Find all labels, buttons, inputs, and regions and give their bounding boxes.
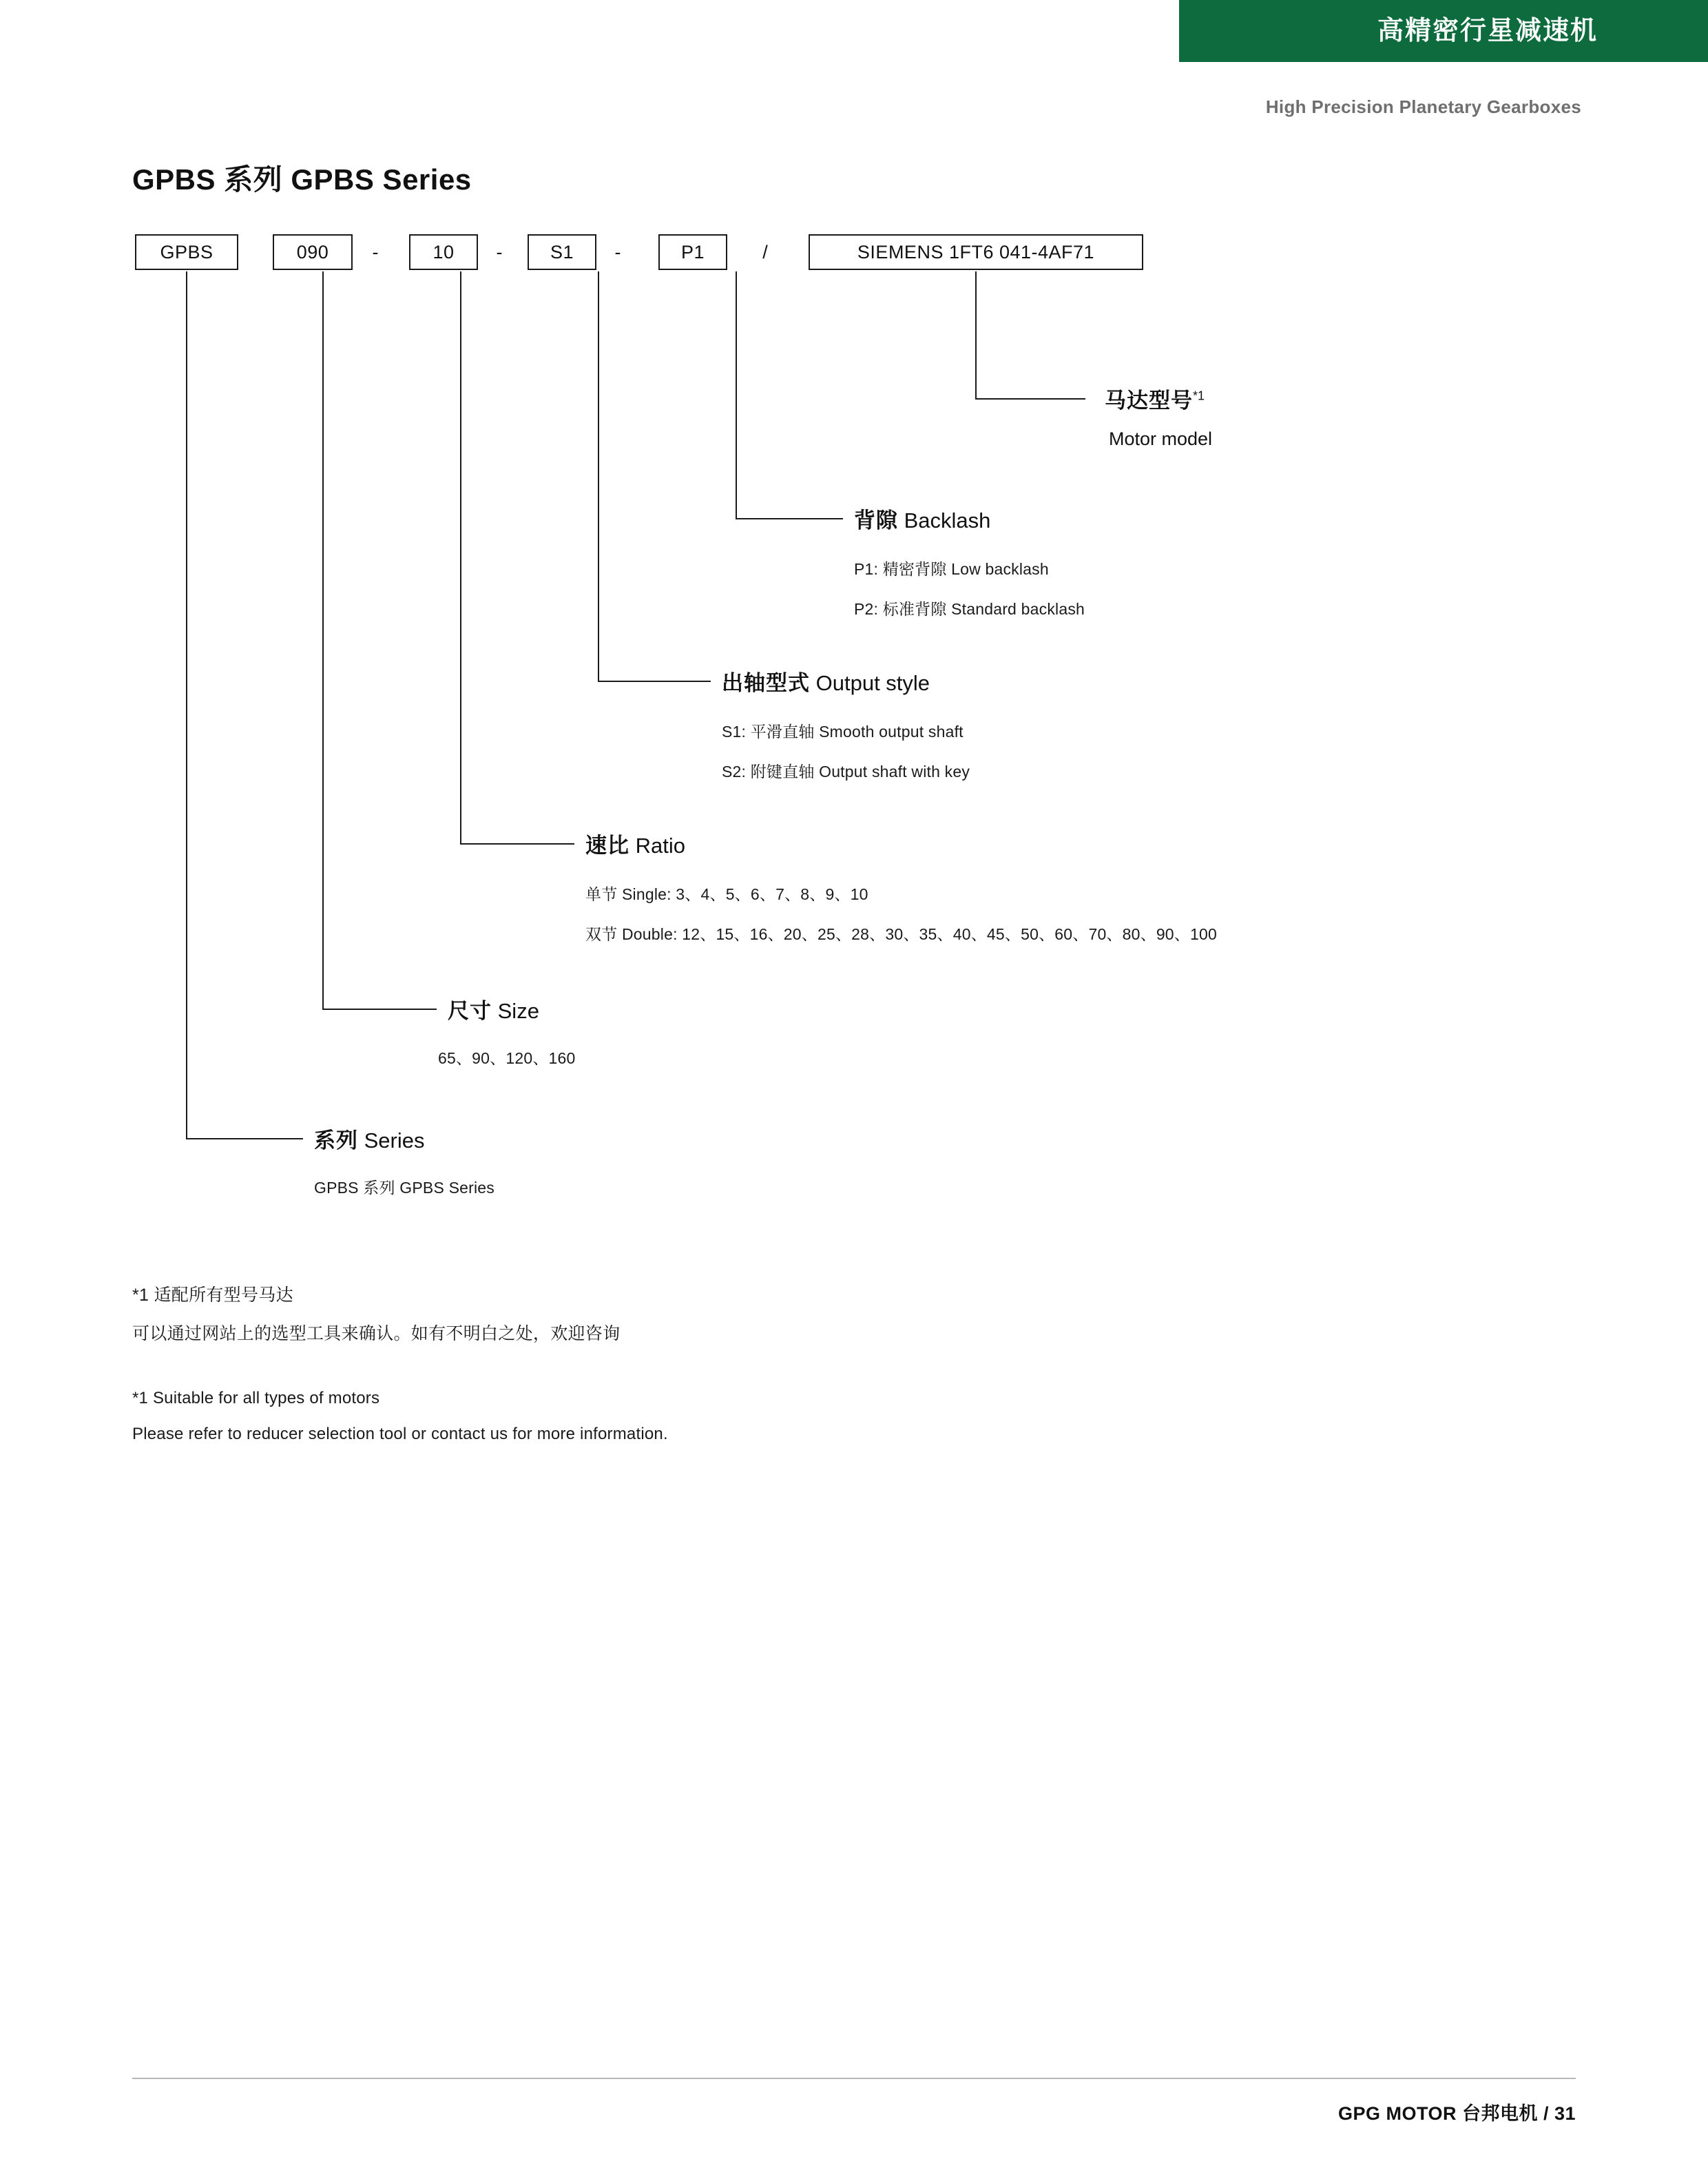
page-title: GPBS 系列 GPBS Series	[132, 163, 472, 196]
callout-ratio-single: 单节 Single: 3、4、5、6、7、8、9、10	[585, 885, 868, 903]
header-title-en: High Precision Planetary Gearboxes	[1265, 96, 1581, 117]
leader-line-size-horizontal	[322, 1009, 437, 1010]
callout-size-title	[448, 993, 539, 1024]
footnote-en-line1: *1 Suitable for all types of motors	[132, 1389, 380, 1407]
callout-backlash-option-p1: P1: 精密背隙 Low backlash	[854, 560, 1049, 578]
callout-output-style-title-cn: 出轴型式	[722, 671, 810, 695]
leader-line-output-horizontal	[598, 681, 711, 682]
callout-backlash-title-cn: 背隙	[854, 508, 898, 533]
callout-output-style-title	[722, 665, 930, 696]
leader-line-motor-horizontal	[975, 398, 1085, 400]
code-box-output-style: S1	[528, 234, 596, 270]
callout-output-style-option-s2: S2: 附键直轴 Output shaft with key	[722, 763, 970, 781]
leader-line-series-vertical	[186, 271, 187, 1139]
footnote-cn-line1: *1 适配所有型号马达	[132, 1285, 293, 1305]
leader-line-ratio-horizontal	[460, 843, 574, 845]
leader-line-ratio-vertical	[460, 271, 461, 845]
footer-text: GPG MOTOR 台邦电机 / 31	[1337, 2103, 1576, 2124]
footnote-en-line2: Please refer to reducer selection tool or contact us for more information.	[132, 1425, 668, 1443]
callout-output-style-option-s1: S1: 平滑直轴 Smooth output shaft	[722, 723, 964, 741]
leader-line-backlash-vertical	[736, 271, 737, 519]
callout-size-values: 65、90、120、160	[438, 1049, 576, 1067]
callout-motor-model-title	[1105, 383, 1205, 414]
code-separator-2: -	[496, 241, 503, 262]
leader-line-output-vertical	[598, 271, 599, 682]
leader-line-backlash-horizontal	[736, 518, 843, 519]
code-box-size: 090	[273, 234, 353, 270]
header-title-cn: 高精密行星减速机	[1377, 17, 1598, 45]
callout-backlash-title	[854, 503, 990, 534]
callout-ratio-title	[585, 828, 685, 859]
callout-series-value: GPBS 系列 GPBS Series	[314, 1179, 494, 1197]
callout-backlash-title-en: Backlash	[904, 508, 991, 533]
callout-ratio-double: 双节 Double: 12、15、16、20、25、28、30、35、40、45、50、60、70、80、90、100	[585, 925, 1217, 943]
footnote-cn-line2: 可以通过网站上的选型工具来确认。如有不明白之处，欢迎咨询	[132, 1324, 621, 1343]
callout-series-title-en: Series	[364, 1128, 425, 1153]
code-box-ratio: 10	[409, 234, 478, 270]
leader-line-series-horizontal	[186, 1138, 303, 1139]
leader-line-size-vertical	[322, 271, 324, 1010]
code-box-backlash: P1	[658, 234, 727, 270]
footer-divider	[132, 2078, 1576, 2079]
code-separator-1: -	[372, 241, 379, 262]
code-separator-4: /	[762, 241, 768, 262]
callout-size-title-cn: 尺寸	[448, 999, 492, 1023]
callout-ratio-title-en: Ratio	[635, 834, 685, 858]
callout-size-title-en: Size	[497, 999, 539, 1023]
code-box-series: GPBS	[135, 234, 238, 270]
callout-series-title-cn: 系列	[314, 1128, 358, 1153]
callout-motor-model-title-en: Motor model	[1109, 428, 1213, 449]
code-box-motor-model: SIEMENS 1FT6 041-4AF71	[809, 234, 1143, 270]
code-separator-3: -	[614, 241, 621, 262]
callout-series-title	[314, 1123, 425, 1154]
callout-motor-model-title-cn: 马达型号	[1105, 389, 1193, 413]
callout-motor-model-footnote-marker: *1	[1193, 389, 1205, 403]
callout-output-style-title-en: Output style	[815, 671, 930, 695]
callout-ratio-title-cn: 速比	[585, 834, 629, 858]
callout-backlash-option-p2: P2: 标准背隙 Standard backlash	[854, 600, 1085, 618]
leader-line-motor-vertical	[975, 271, 977, 400]
